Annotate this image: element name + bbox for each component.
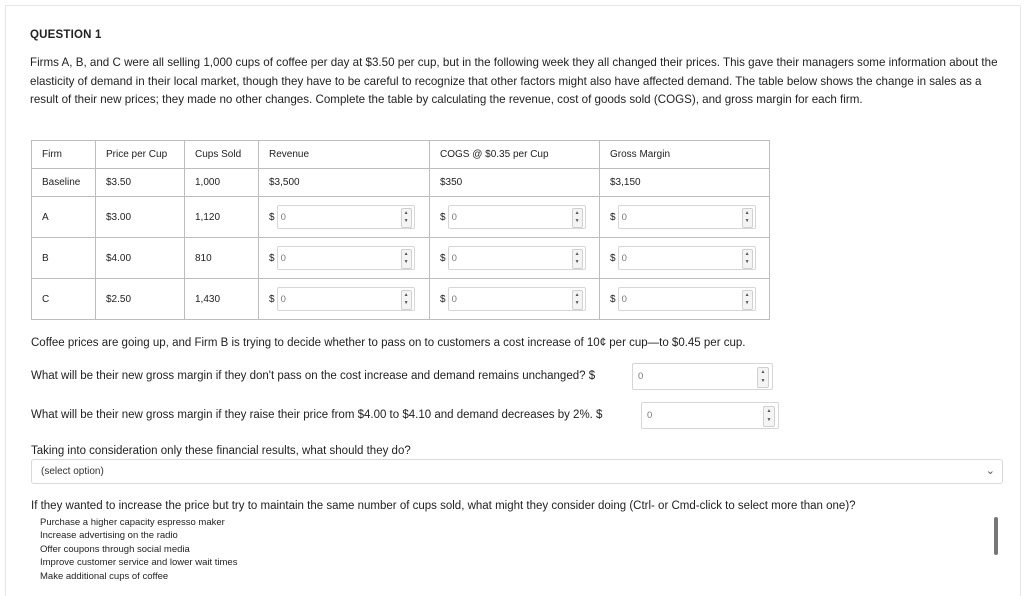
row-b-revenue-input[interactable]: 0 ▲ ▼ (277, 246, 415, 270)
row-b-firm: B (32, 238, 96, 279)
row-a-cogs-input[interactable]: 0 ▲ ▼ (448, 205, 586, 229)
spinner-arrows-icon[interactable]: ▲ ▼ (572, 249, 583, 269)
currency-symbol: $ (269, 293, 275, 305)
baseline-margin: $3,150 (600, 169, 770, 197)
table-row-c (32, 279, 770, 320)
header-cups: Cups Sold (185, 141, 259, 169)
row-b-cups: 810 (185, 238, 259, 279)
spinner-arrows-icon[interactable]: ▲ ▼ (401, 208, 412, 228)
currency-symbol: $ (610, 211, 616, 223)
row-b-price: $4.00 (96, 238, 185, 279)
table-row-a (32, 197, 770, 238)
header-price: Price per Cup (96, 141, 185, 169)
spinner-arrows-icon[interactable]: ▲ ▼ (742, 249, 753, 269)
spinner-arrows-icon[interactable]: ▲ ▼ (757, 367, 769, 388)
baseline-firm: Baseline (32, 169, 96, 197)
row-c-cups: 1,430 (185, 279, 259, 320)
row-c-cogs-input[interactable]: 0 ▲ ▼ (448, 287, 586, 311)
baseline-cups: 1,000 (185, 169, 259, 197)
table-header-row (32, 141, 770, 169)
row-c-firm: C (32, 279, 96, 320)
q5-multiselect[interactable] (31, 516, 1003, 586)
q3-text: What will be their new gross margin if they raise their price from $4.00 to $4.10 and demand decreases by 2%. $ (31, 409, 603, 421)
currency-symbol: $ (440, 293, 446, 305)
baseline-cogs: $350 (430, 169, 600, 197)
list-item[interactable]: Offer coupons through social media (40, 543, 190, 555)
header-revenue: Revenue (259, 141, 430, 169)
row-a-price: $3.00 (96, 197, 185, 238)
question-title: QUESTION 1 (30, 29, 102, 41)
q2-text: What will be their new gross margin if they don't pass on the cost increase and demand remains unchanged? $ (31, 370, 596, 382)
spinner-arrows-icon[interactable]: ▲ ▼ (742, 208, 753, 228)
spinner-arrows-icon[interactable]: ▲ ▼ (401, 290, 412, 310)
table-row-b (32, 238, 770, 279)
chevron-down-icon: ⌄ (985, 465, 995, 477)
spinner-arrows-icon[interactable]: ▲ ▼ (401, 249, 412, 269)
baseline-price: $3.50 (96, 169, 185, 197)
followup-intro: Coffee prices are going up, and Firm B is trying to decide whether to pass on to customers a cost increase of 10¢ per cup—to $0.45 per cup. (31, 337, 746, 349)
row-c-margin-input[interactable]: 0 ▲ ▼ (618, 287, 756, 311)
currency-symbol: $ (610, 293, 616, 305)
row-b-margin-input[interactable]: 0 ▲ ▼ (618, 246, 756, 270)
q5-text: If they wanted to increase the price but try to maintain the same number of cups sold, what might they consider doing (Ctrl- or Cmd-click to select more than one)? (31, 500, 856, 512)
spinner-arrows-icon[interactable]: ▲ ▼ (572, 290, 583, 310)
spinner-arrows-icon[interactable]: ▲ ▼ (742, 290, 753, 310)
coffee-table (31, 140, 770, 320)
row-c-price: $2.50 (96, 279, 185, 320)
q3-input[interactable]: 0 ▲ ▼ (641, 402, 779, 429)
list-item[interactable]: Purchase a higher capacity espresso maker (40, 517, 225, 528)
currency-symbol: $ (440, 211, 446, 223)
row-a-firm: A (32, 197, 96, 238)
list-item[interactable]: Improve customer service and lower wait times (40, 557, 238, 569)
header-firm: Firm (32, 141, 96, 169)
row-b-cogs-input[interactable]: 0 ▲ ▼ (448, 246, 586, 270)
baseline-revenue: $3,500 (259, 169, 430, 197)
q4-text: Taking into consideration only these financial results, what should they do? (31, 445, 411, 457)
row-c-revenue-input[interactable]: 0 ▲ ▼ (277, 287, 415, 311)
q4-select[interactable]: (select option) ⌄ (31, 459, 1003, 484)
table-row-baseline (32, 169, 770, 197)
currency-symbol: $ (610, 252, 616, 264)
header-margin: Gross Margin (600, 141, 770, 169)
list-item[interactable]: Make additional cups of coffee (40, 570, 169, 582)
spinner-arrows-icon[interactable]: ▲ ▼ (572, 208, 583, 228)
header-cogs: COGS @ $0.35 per Cup (430, 141, 600, 169)
question-intro: Firms A, B, and C were all selling 1,000 cups of coffee per day at $3.50 per cup, but in the following week they all changed their prices. This gave their managers some information about the elasticity of demand in their local market, though they have to be careful to recognize that other factors might also have affected demand. The table below shows the change in sales as a result of their new prices; they made no other changes. Complete the table by calculating the revenue, cost of goods sold (COGS), and gross margin for each firm. (30, 56, 998, 106)
currency-symbol: $ (269, 252, 275, 264)
spinner-arrows-icon[interactable]: ▲ ▼ (763, 406, 775, 427)
listbox-scrollbar[interactable] (994, 517, 998, 555)
row-a-revenue-input[interactable]: 0 ▲ ▼ (277, 205, 415, 229)
list-item[interactable]: Increase advertising on the radio (40, 530, 178, 542)
row-a-cups: 1,120 (185, 197, 259, 238)
q2-input[interactable]: 0 ▲ ▼ (632, 363, 773, 390)
row-a-margin-input[interactable]: 0 ▲ ▼ (618, 205, 756, 229)
currency-symbol: $ (440, 252, 446, 264)
currency-symbol: $ (269, 211, 275, 223)
